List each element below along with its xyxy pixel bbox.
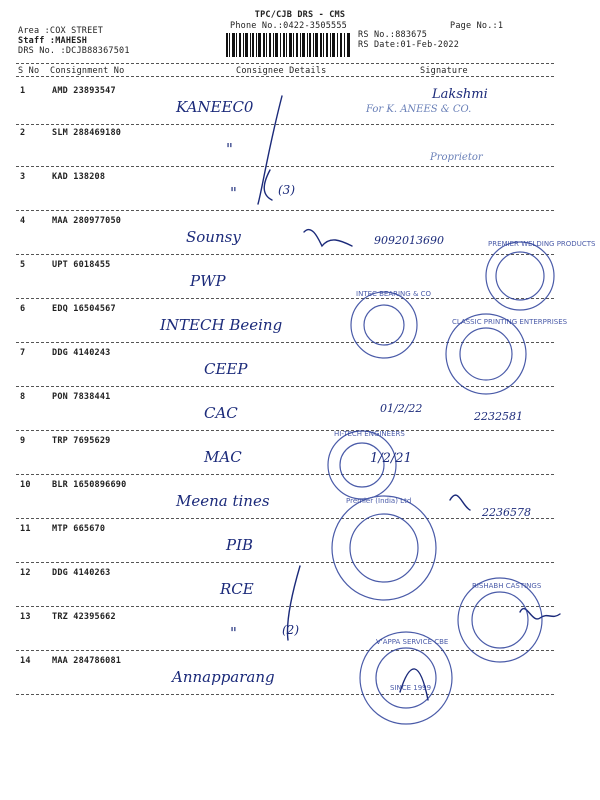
stamp-classic-printing — [446, 314, 526, 394]
col-signature: Signature — [420, 66, 468, 76]
barcode — [226, 33, 350, 57]
drs-number: DRS No. :DCJB88367501 — [18, 46, 130, 56]
row-consignment: MAA 280977050 — [52, 216, 122, 226]
page-number: Page No.:1 — [450, 21, 504, 31]
row-consignment: EDQ 16504567 — [52, 304, 116, 314]
stamp-text: RISHABH CASTINGS — [472, 582, 542, 590]
number-handwritten: 2236578 — [482, 506, 531, 519]
vertical-stroke — [258, 96, 282, 204]
stamp-text: Premier (India) Ltd — [346, 497, 412, 505]
stamp-text: HI-TECH ENGINEERS — [334, 430, 405, 438]
date-handwritten: 01/2/22 — [380, 402, 423, 415]
stamp-kanees: For K. ANEES & CO. — [366, 104, 472, 115]
row-sno: 6 — [20, 304, 26, 314]
row-consignee-handwriting: INTECH Beeing — [160, 316, 283, 334]
row-sno: 2 — [20, 128, 26, 138]
row-sno: 11 — [20, 524, 31, 534]
row-consignment: DDG 4140263 — [52, 568, 111, 578]
document-title: TPC/CJB DRS - CMS — [254, 10, 346, 20]
number-handwritten: 2232581 — [474, 410, 523, 423]
stamp-text: PREMIER WELDING PRODUCTS — [488, 240, 596, 248]
stamp-text: SINCE 1999 — [390, 684, 432, 692]
vertical-stroke — [264, 170, 272, 200]
row-sno: 8 — [20, 392, 26, 402]
phone-number: Phone No.:0422-3505555 — [230, 21, 347, 31]
row-divider — [16, 562, 554, 563]
divider — [16, 63, 554, 64]
row-consignee-handwriting: CEEP — [204, 360, 248, 378]
row-sno: 1 — [20, 86, 26, 96]
date-handwritten: 1/2/21 — [370, 451, 412, 466]
row-divider — [16, 694, 554, 695]
row-consignee-handwriting: RCE — [220, 580, 254, 598]
vertical-stroke — [288, 566, 301, 640]
stamp-text: INTEC BEARING & CO — [356, 290, 432, 298]
stamp-hitech — [328, 431, 396, 499]
stamp-premier-welding — [486, 242, 554, 310]
row-consignment: SLM 288469180 — [52, 128, 122, 138]
row-divider — [16, 650, 554, 651]
signature-lakshmi: Lakshmi — [432, 87, 488, 102]
row-divider — [16, 474, 554, 475]
row-divider — [16, 254, 554, 255]
row-consignee-handwriting: Sounsy — [186, 228, 241, 246]
row-divider — [16, 298, 554, 299]
row-consignee-handwriting: CAC — [204, 404, 238, 422]
row-consignee-handwriting: PIB — [226, 536, 254, 554]
col-consignee: Consignee Details — [236, 66, 327, 76]
row-sno: 13 — [20, 612, 31, 622]
row-divider — [16, 430, 554, 431]
row-sno: 10 — [20, 480, 31, 490]
bracket-3: (3) — [278, 183, 295, 197]
row-consignee-handwriting: Meena tines — [176, 492, 270, 510]
row-consignment: MAA 284786081 — [52, 656, 122, 666]
row-consignee-handwriting: KANEEC0 — [176, 98, 254, 116]
row-divider — [16, 606, 554, 607]
stamp-vappa — [360, 632, 452, 724]
sig-scribble — [400, 669, 428, 700]
row-consignment: PON 7838441 — [52, 392, 111, 402]
row-sno: 7 — [20, 348, 26, 358]
divider — [16, 76, 554, 77]
rs-number: RS No.:883675 — [358, 30, 428, 40]
row-sno: 3 — [20, 172, 26, 182]
row-sno: 5 — [20, 260, 26, 270]
sig-scribble — [450, 495, 470, 510]
row-consignment: AMD 23893547 — [52, 86, 116, 96]
phone-handwritten: 9092013690 — [374, 234, 444, 247]
stamp-intec-bearing — [351, 292, 417, 358]
row-consignment: TRZ 42395662 — [52, 612, 116, 622]
row-divider — [16, 124, 554, 125]
row-consignment: UPT 6018455 — [52, 260, 111, 270]
row-sno: 12 — [20, 568, 31, 578]
sig-scribble — [304, 230, 352, 246]
area-label: Area :COX STREET — [18, 26, 104, 36]
proprietor-text: Proprietor — [430, 152, 483, 163]
col-sno: S No — [18, 66, 40, 76]
row-consignee-handwriting: " — [230, 624, 237, 642]
row-sno: 9 — [20, 436, 26, 446]
row-consignment: BLR 1650896690 — [52, 480, 127, 490]
row-consignee-handwriting: " — [230, 184, 237, 202]
sheet-info — [18, 26, 130, 56]
bracket-2: (2) — [282, 623, 299, 637]
row-consignee-handwriting: " — [226, 140, 233, 158]
row-consignee-handwriting: MAC — [204, 448, 242, 466]
stamp-premier-india — [332, 496, 436, 600]
row-consignee-handwriting: Annapparang — [172, 668, 275, 686]
stamp-text: V'APPA SERVICE CBE — [376, 638, 449, 646]
row-consignee-handwriting: PWP — [190, 272, 226, 290]
row-consignment: KAD 138208 — [52, 172, 106, 182]
rs-date: RS Date:01-Feb-2022 — [358, 40, 460, 50]
col-consignment: Consignment No — [50, 66, 125, 76]
row-divider — [16, 518, 554, 519]
row-sno: 4 — [20, 216, 26, 226]
row-divider — [16, 342, 554, 343]
row-consignment: MTP 665670 — [52, 524, 106, 534]
row-sno: 14 — [20, 656, 31, 666]
stamp-text: CLASSIC PRINTING ENTERPRISES — [452, 318, 568, 326]
sig-scribble — [520, 609, 560, 619]
staff-label: Staff :MAHESH — [18, 36, 88, 46]
row-consignment: TRP 7695629 — [52, 436, 111, 446]
row-consignment: DDG 4140243 — [52, 348, 111, 358]
row-divider — [16, 166, 554, 167]
row-divider — [16, 210, 554, 211]
row-divider — [16, 386, 554, 387]
